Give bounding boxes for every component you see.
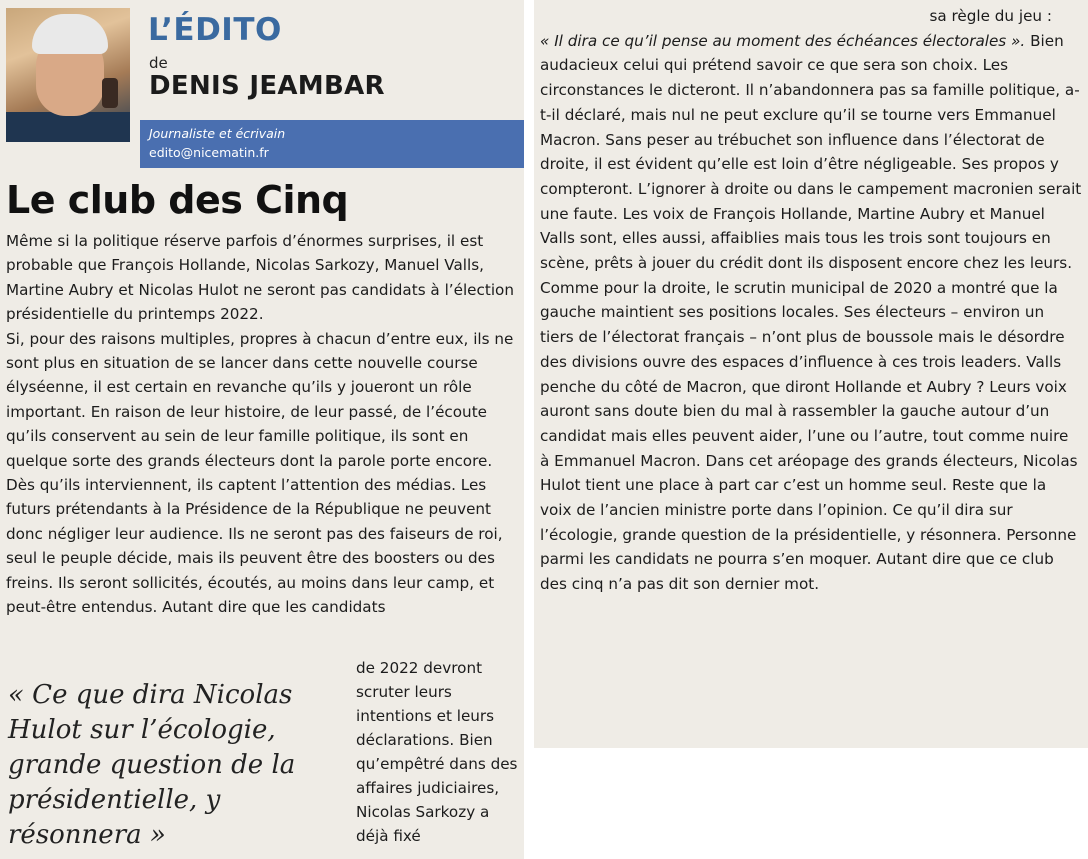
author-role: Journaliste et écrivain [149,126,286,141]
author-name: DENIS JEAMBAR [149,71,385,101]
paragraph: Si, pour des raisons multiples, propres à chacun d’entre eux, ils ne sont plus en situation de se lancer dans cette nouvelle course élyséenne, il est certain en revanche qu’ils y joueront un rôle important. En raison de leur histoire, de leur passé, de l’écoute qu’ils conservent au sein de leur famille politique, ils sont en quelque sorte des grands électeurs dont la parole porte encore. Dès qu’ils interviennent, ils captent l’attention des médias. Les futurs prétendants à la Présidence de la République ne peuvent donc négliger leur audience. Ils ne seront pas des faiseurs de roi, seul le peuple décide, mais ils peuvent être des boosters ou des freins. Ils seront sollicités, écoutés, au moins dans leur camp, et peut-être entendus. Autant dire que les candidats [6,329,514,617]
article-body-left [6,229,516,620]
pull-quote: « Ce que dira Nicolas Hulot sur l’écologie, grande question de la présidentielle, y résonnera » [8,680,296,850]
author-email[interactable]: edito@nicematin.fr [149,145,269,160]
byline-de: de [149,54,168,72]
section-title: L’ÉDITO [148,12,282,48]
paragraph: Même si la politique réserve parfois d’énormes surprises, il est probable que François Hollande, Nicolas Sarkozy, Manuel Valls, Martine Aubry et Nicolas Hulot ne seront pas candidats à l’élection présidentielle du printemps 2022. [6,232,514,324]
quote-inline: « Il dira ce qu’il pense au moment des échéances électorales ». [540,31,1026,50]
article-headline: Le club des Cinq [6,178,349,222]
left-column [0,0,524,859]
paragraph: Bien audacieux celui qui prétend savoir ce que sera son choix. Les circonstances le dicteront. Il n’abandonnera pas sa famille politique, a-t-il déclaré, mais nul ne peut exclure qu’il se tourne vers Emmanuel Macron. Sans peser au trébuchet son influence dans l’électorat de droite, il est évident qu’elle est loin d’être négligeable. Ses propos y compteront. L’ignorer à droite ou dans le campement macronien serait une faute. Les voix de François Hollande, Martine Aubry et Manuel Valls sont, elles aussi, affaiblies mais tous les trois sont toujours en scène, prêts à jouer du crédit dont ils disposent encore chez les leurs. Comme pour la droite, le scrutin municipal de 2020 a montré que la gauche maintient ses positions locales. Ses électeurs – environ un tiers de l’électorat français – n’ont plus de boussole mais le désordre des divisions ouvre des espaces d’influence à ces trois leaders. Valls penche du côté de Macron, que diront Hollande et Aubry ? Leurs voix auront sans doute bien du mal à rassembler la gauche autour d’un candidat mais elles peuvent aider, l’une ou l’autre, tout comme nuire à Emmanuel Macron. Dans cet aréopage des grands électeurs, Nicolas Hulot tient une place à part car c’est un homme seul. Reste que la voix de l’ancien ministre porte dans l’opinion. Ce qu’il dira sur l’écologie, grande question de la présidentielle, y résonnera. Personne parmi les candidats ne pourra s’en moquer. Autant dire que ce club des cinq n’a pas dit son dernier mot. [540,31,1082,594]
article-body-narrow: de 2022 devront scruter leurs intentions et leurs déclarations. Bien qu’empêtré dans des affaires judiciaires, Nicolas Sarkozy a déjà fixé [356,659,518,845]
continuation-line: sa règle du jeu : [929,7,1052,25]
article-body-right [540,4,1082,597]
author-photo [6,8,130,142]
